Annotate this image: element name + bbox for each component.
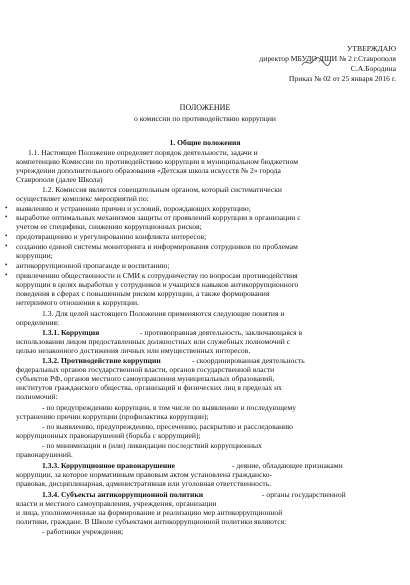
- dash-item-cont: правонарушений.: [16, 450, 73, 459]
- term-label: 1.3.3. Коррупционное правонарушение: [42, 461, 176, 470]
- dash-item: - работники учреждения;: [42, 527, 124, 536]
- dash-item: - по выявлению, предупреждению, пресечению, раскрытию и расследованию: [42, 422, 293, 431]
- signature-image: [300, 56, 332, 68]
- list-item-cont: учетом ее специфики, снижению коррупционных рисков;: [16, 222, 202, 231]
- order-line: Приказ № 02 от 25 января 2016 г.: [288, 74, 396, 83]
- list-item: выработке оптимальных механизмов защиты от проявлений коррупции в организации с: [16, 213, 301, 222]
- bullet-icon: •: [5, 232, 8, 240]
- dash-item: - по предупреждению коррупции, в том числе по выявлению и последующему: [42, 403, 297, 412]
- list-item: выявлению и устранению причин и условий, порождающих коррупцию;: [16, 204, 251, 213]
- term-label: 1.3.1. Коррупция: [42, 328, 100, 337]
- section-heading: 1. Общие положения: [169, 138, 241, 147]
- bullet-icon: •: [5, 204, 8, 212]
- bullet-icon: •: [5, 213, 8, 221]
- list-item: предотвращению и урегулированию конфликта интересов;: [16, 232, 207, 241]
- bullet-icon: •: [5, 271, 8, 279]
- dash-item: - по минимизации и (или) ликвидации последствий коррупционных: [42, 441, 262, 450]
- list-item: привлечению общественности и СМИ к сотрудничеству по вопросам противодействия: [16, 271, 298, 280]
- paragraph-line: 1.2. Комиссия является совещательным органом, который систематически: [42, 185, 282, 194]
- paragraph-line: 1.1. Настоящее Положение определяет порядок деятельности, задачи и: [28, 148, 258, 157]
- paragraph-line: - противоправная деятельность, заключающаяся в: [140, 328, 303, 337]
- dash-item-cont: коррупционных правонарушений (борьба с коррупцией);: [16, 431, 201, 440]
- paragraph-line: институтов гражданского общества, организаций и физических лиц в пределах их: [16, 383, 282, 392]
- list-item: созданию единой системы мониторинга и информирования сотрудников по проблемам: [16, 242, 298, 251]
- document-title: ПОЛОЖЕНИЕ: [179, 103, 231, 112]
- bullet-icon: •: [5, 261, 8, 269]
- paragraph-line: определения:: [16, 318, 60, 327]
- term-label: 1.3.4. Субъекты антикоррупционной политики: [42, 490, 204, 499]
- dash-item-cont: устранению причин коррупции (профилактика коррупции);: [16, 412, 209, 421]
- paragraph-line: субъектов РФ, органов местного самоуправления муниципальных образований,: [16, 374, 275, 383]
- term-label: 1.3.2. Противодействие коррупции: [42, 356, 161, 365]
- approval-label: УТВЕРЖДАЮ: [347, 44, 396, 53]
- paragraph-line: использовании лицом предоставленных должностных или служебных полномочий с: [16, 337, 291, 346]
- paragraph-line: целью незаконного достижения личных или имущественных интересов.: [16, 346, 251, 355]
- paragraph-line: компетенцию Комиссии по противодействию коррупции в муниципальном бюджетном: [16, 157, 299, 166]
- paragraph-line: - деяние, обладающее признаками: [232, 461, 343, 470]
- paragraph-line: правовая, дисциплинарная, административная или уголовная ответственность.: [16, 479, 272, 488]
- list-item: антикоррупционной пропаганде и воспитанию;: [16, 261, 170, 270]
- paragraph-line: учреждении дополнительного образования «Детская школа искусств № 2» города: [16, 166, 281, 175]
- list-item-cont: коррупции в целях выработки у сотрудников и учащихся навыков антикоррупционного: [16, 280, 299, 289]
- paragraph-line: 1.3. Для целей настоящего Положения применяются следующие понятия и: [42, 309, 285, 318]
- paragraph-line: коррупции, за которое нормативным правовым актом установлена гражданско-: [16, 470, 273, 479]
- paragraph-line: - скоординированная деятельность: [192, 356, 305, 365]
- paragraph-line: Ставрополя (далее Школа): [16, 175, 103, 184]
- paragraph-line: и лица, уполномоченные на формирование и реализацию мер антикоррупционной: [16, 508, 283, 517]
- director-line: директор МБУДО ДШИ № 2 г.Ставрополя: [259, 54, 396, 63]
- document-subtitle: о комиссии по противодействию коррупции: [134, 114, 276, 123]
- paragraph-line: политики, граждане. В Школе субъектами антикоррупционной политики являются:: [16, 517, 287, 526]
- paragraph-line: федеральных органов государственной власти, органов государственной власти: [16, 365, 275, 374]
- list-item-cont: поведения в сферах с повышенным риском коррупции, а также формирования: [16, 289, 270, 298]
- list-item-cont: коррупции;: [16, 251, 53, 260]
- paragraph-line: полномочий:: [16, 392, 58, 401]
- paragraph-line: - органы государственной: [262, 490, 346, 499]
- paragraph-line: осуществляет комплекс мероприятий по:: [16, 194, 149, 203]
- paragraph-line: власти и местного самоуправления, учреждения, организации: [16, 499, 217, 508]
- signer-name: С.А.Бородина: [350, 64, 396, 73]
- bullet-icon: •: [5, 242, 8, 250]
- list-item-cont: нетерпимого отношения к коррупции.: [16, 298, 140, 307]
